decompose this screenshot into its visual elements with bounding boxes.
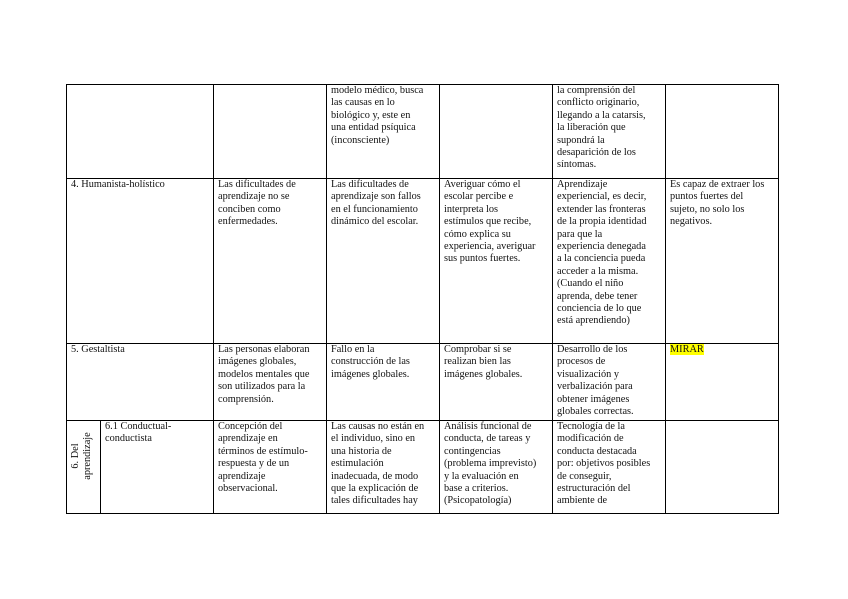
approaches-table bbox=[66, 84, 779, 514]
evaluation-cell bbox=[440, 85, 553, 179]
intervention-cell: Aprendizaje experiencial, es decir, extender las fronteras de la propia identidad para que la experiencia denegada a la conciencia pueda acceder a la misma. (Cuando el niño aprenda, debe tener conciencia de lo que está aprendiendo) bbox=[553, 179, 666, 344]
notes-cell bbox=[666, 344, 779, 421]
conception-cell bbox=[214, 85, 327, 179]
cause-cell: Las dificultades de aprendizaje son fallos en el funcionamiento dinámico del escolar. bbox=[327, 179, 440, 344]
approach-cell: 4. Humanista-holístico bbox=[67, 179, 214, 344]
evaluation-cell: Averiguar cómo el escolar percibe e interpreta los estímulos que recibe, cómo explica su experiencia, averiguar sus puntos fuertes. bbox=[440, 179, 553, 344]
conception-cell: Las dificultades de aprendizaje no se conciben como enfermedades. bbox=[214, 179, 327, 344]
notes-cell: Es capaz de extraer los puntos fuertes del sujeto, no solo los negativos. bbox=[666, 179, 779, 344]
cause-cell: Las causas no están en el individuo, sino en una historia de estimulación inadecuada, de modo que la explicación de tales dificultades hay bbox=[327, 421, 440, 514]
cause-cell: Fallo en la construcción de las imágenes globales. bbox=[327, 344, 440, 421]
approach-cell: 6.1 Conductual- conductista bbox=[101, 421, 214, 514]
intervention-cell: Tecnología de la modificación de conducta destacada por: objetivos posibles de conseguir, estructuración del ambiente de bbox=[553, 421, 666, 514]
evaluation-cell: Análisis funcional de conducta, de tareas y contingencias (problema imprevisto) y la evaluación en base a criterios. (Psicopatología) bbox=[440, 421, 553, 514]
approach-cell bbox=[67, 85, 214, 179]
cause-cell: modelo médico, busca las causas en lo biológico y, este en una entidad psíquica (inconsciente) bbox=[327, 85, 440, 179]
group-label: 6. Del aprendizaje bbox=[70, 432, 93, 480]
intervention-cell: Desarrollo de los procesos de visualización y verbalización para obtener imágenes globales correctas. bbox=[553, 344, 666, 421]
table-row bbox=[67, 421, 779, 514]
table-row bbox=[67, 179, 779, 344]
approach-cell: 5. Gestaltista bbox=[67, 344, 214, 421]
conception-cell: Concepción del aprendizaje en términos de estímulo- respuesta y de un aprendizaje observacional. bbox=[214, 421, 327, 514]
group-label-cell bbox=[67, 421, 101, 514]
evaluation-cell: Comprobar si se realizan bien las imágenes globales. bbox=[440, 344, 553, 421]
conception-cell: Las personas elaboran imágenes globales, modelos mentales que son utilizados para la comprensión. bbox=[214, 344, 327, 421]
highlighted-note: MIRAR bbox=[670, 344, 704, 355]
notes-cell bbox=[666, 421, 779, 514]
notes-cell bbox=[666, 85, 779, 179]
intervention-cell: la comprensión del conflicto originario, llegando a la catarsis, la liberación que supondrá la desaparición de los síntomas. bbox=[553, 85, 666, 179]
table-row bbox=[67, 85, 779, 179]
table-row bbox=[67, 344, 779, 421]
